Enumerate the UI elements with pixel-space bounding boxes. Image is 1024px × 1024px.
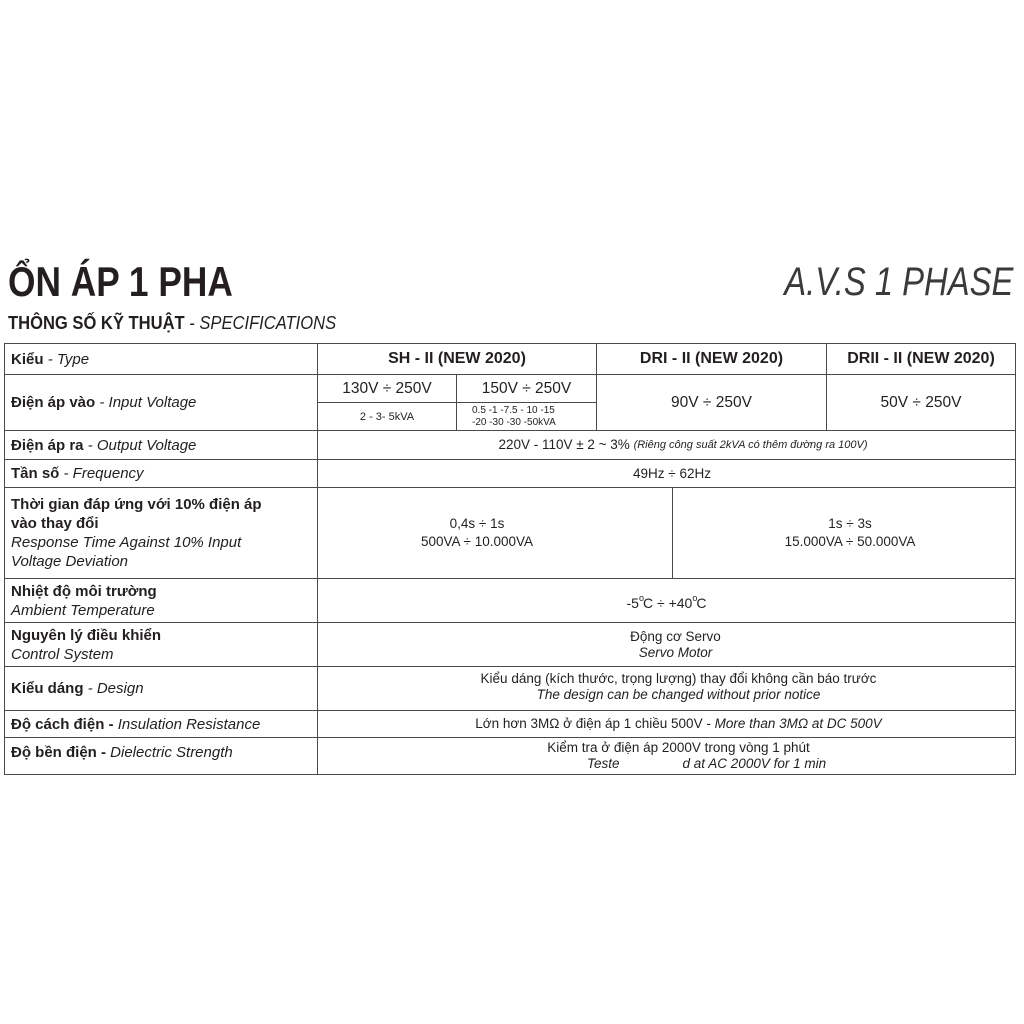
dielectric-value-en [318, 756, 1015, 772]
insulation-label-vi: Độ cách điện - [11, 715, 114, 733]
dielectric-value-vi: Kiểm tra ở điện áp 2000V trong vòng 1 phút [547, 740, 810, 755]
drii-input-range-text: 50V ÷ 250V [880, 393, 962, 411]
response-time-low-cell [318, 488, 673, 579]
dielectric-label-en: Dielectric Strength [110, 743, 233, 761]
control-system-value-vi: Động cơ Servo [630, 628, 721, 644]
frequency-value-cell [318, 460, 1016, 488]
model-header-dri: DRI - II (NEW 2020) [597, 344, 827, 375]
temperature-min: -5 [626, 594, 639, 611]
response-time-label-en-2: Voltage Deviation [11, 553, 129, 570]
control-system-label [11, 626, 161, 664]
frequency-value: 49Hz ÷ 62Hz [633, 465, 711, 481]
ambient-temperature-value [626, 592, 707, 611]
ambient-temperature-label-vi: Nhiệt độ môi trường [11, 582, 157, 600]
design-label-vi: Kiểu dáng [11, 680, 84, 697]
control-system-value-en: Servo Motor [638, 644, 713, 660]
drii-input-range [827, 375, 1016, 431]
response-time-label-vi-2: vào thay đổi [11, 515, 99, 532]
sh-b-power [457, 403, 597, 431]
output-voltage-label [11, 436, 196, 455]
type-label-vi: Kiểu [11, 350, 44, 368]
temperature-max: +40 [668, 594, 693, 611]
model-header-drii: DRII - II (NEW 2020) [827, 344, 1016, 375]
output-voltage-label-cell [5, 431, 318, 460]
ambient-temperature-value-cell [318, 579, 1016, 623]
model-header-sh: SH - II (NEW 2020) [318, 344, 597, 375]
degree-symbol: o [638, 592, 644, 603]
response-time-label-cell [5, 488, 318, 579]
subtitle-vi: THÔNG SỐ KỸ THUẬT [8, 313, 185, 333]
dri-input-range-text: 90V ÷ 250V [671, 393, 752, 411]
output-voltage-value [498, 437, 867, 454]
dielectric-label-vi: Độ bền điện - [11, 743, 106, 761]
ambient-temperature-label [11, 582, 157, 620]
ambient-temperature-label-en: Ambient Temperature [11, 601, 155, 619]
dielectric-value-en-part2: d at AC 2000V for 1 min [682, 756, 827, 771]
response-time-high-time: 1s ÷ 3s [828, 516, 872, 531]
sh-b-power-line2: -20 -30 -30 -50kVA [472, 416, 556, 428]
dielectric-value-en-part1: Teste [587, 756, 620, 771]
control-system-value-cell [318, 623, 1016, 667]
input-voltage-label-vi: Điện áp vào [11, 394, 96, 411]
control-system-label-en: Control System [11, 645, 114, 663]
temperature-unit: C [642, 594, 654, 611]
page-title-english: A.V.S 1 PHASE [783, 260, 1013, 304]
input-voltage-label [11, 393, 196, 412]
response-time-high-cell [673, 488, 1016, 579]
spec-table [4, 343, 1016, 775]
insulation-value-cell [318, 711, 1016, 738]
sh-a-input-range-text: 130V ÷ 250V [342, 379, 432, 397]
type-label-en: - Type [47, 350, 90, 368]
response-time-low-time: 0,4s ÷ 1s [449, 516, 505, 531]
input-voltage-label-en: - Input Voltage [99, 394, 197, 411]
type-label-cell [5, 344, 318, 375]
temperature-separator: ÷ [657, 594, 665, 611]
insulation-label-en: Insulation Resistance [117, 715, 261, 733]
design-value-vi: Kiểu dáng (kích thước, trọng lượng) thay đổi không cần báo trước [480, 670, 877, 686]
response-time-low-power: 500VA ÷ 10.000VA [421, 534, 533, 549]
insulation-label [11, 715, 260, 734]
insulation-value [475, 716, 881, 732]
output-voltage-note: (Riêng công suất 2kVA có thêm đường ra 100V) [633, 438, 868, 451]
design-value-en: The design can be changed without prior notice [536, 686, 821, 702]
design-label [11, 679, 144, 698]
sh-a-power [318, 403, 457, 431]
frequency-label [11, 464, 144, 483]
design-label-en: - Design [87, 680, 144, 697]
sh-b-input-range-text: 150V ÷ 250V [481, 379, 572, 397]
frequency-label-cell [5, 460, 318, 488]
sh-b-input-range [457, 375, 597, 403]
design-value-cell [318, 667, 1016, 711]
response-time-label-en-1: Response Time Against 10% Input [11, 534, 242, 551]
dielectric-label-cell [5, 738, 318, 775]
section-subtitle [8, 314, 336, 332]
ambient-temperature-label-cell [5, 579, 318, 623]
dri-input-range [597, 375, 827, 431]
output-voltage-label-vi: Điện áp ra [11, 436, 84, 454]
degree-symbol: o [692, 592, 698, 603]
frequency-label-en: - Frequency [63, 465, 144, 482]
response-time-label [11, 495, 262, 571]
temperature-unit: C [696, 594, 707, 611]
response-time-label-vi-1: Thời gian đáp ứng với 10% điện áp [11, 496, 262, 513]
page-title: ỔN ÁP 1 PHA [8, 258, 233, 305]
insulation-value-en: More than 3MΩ at DC 500V [714, 716, 882, 731]
output-voltage-text: 220V - 110V ± 2 ~ 3% [498, 436, 630, 452]
sh-a-power-text: 2 - 3- 5kVA [359, 410, 415, 423]
control-system-label-cell [5, 623, 318, 667]
output-voltage-label-en: - Output Voltage [87, 436, 197, 454]
subtitle-en: - SPECIFICATIONS [189, 313, 337, 333]
input-voltage-label-cell [5, 375, 318, 431]
sh-b-power-line1: 0.5 -1 -7.5 - 10 -15 [472, 404, 555, 416]
dielectric-value-cell [318, 738, 1016, 775]
insulation-value-vi: Lớn hơn 3MΩ ở điện áp 1 chiều 500V - [475, 716, 711, 731]
insulation-label-cell [5, 711, 318, 738]
sh-a-input-range [318, 375, 457, 403]
response-time-high-power: 15.000VA ÷ 50.000VA [784, 534, 916, 549]
type-label [11, 350, 89, 369]
design-label-cell [5, 667, 318, 711]
output-voltage-value-cell [318, 431, 1016, 460]
frequency-label-vi: Tần số [11, 465, 60, 482]
dielectric-label [11, 743, 233, 762]
control-system-label-vi: Nguyên lý điều khiển [11, 626, 162, 644]
